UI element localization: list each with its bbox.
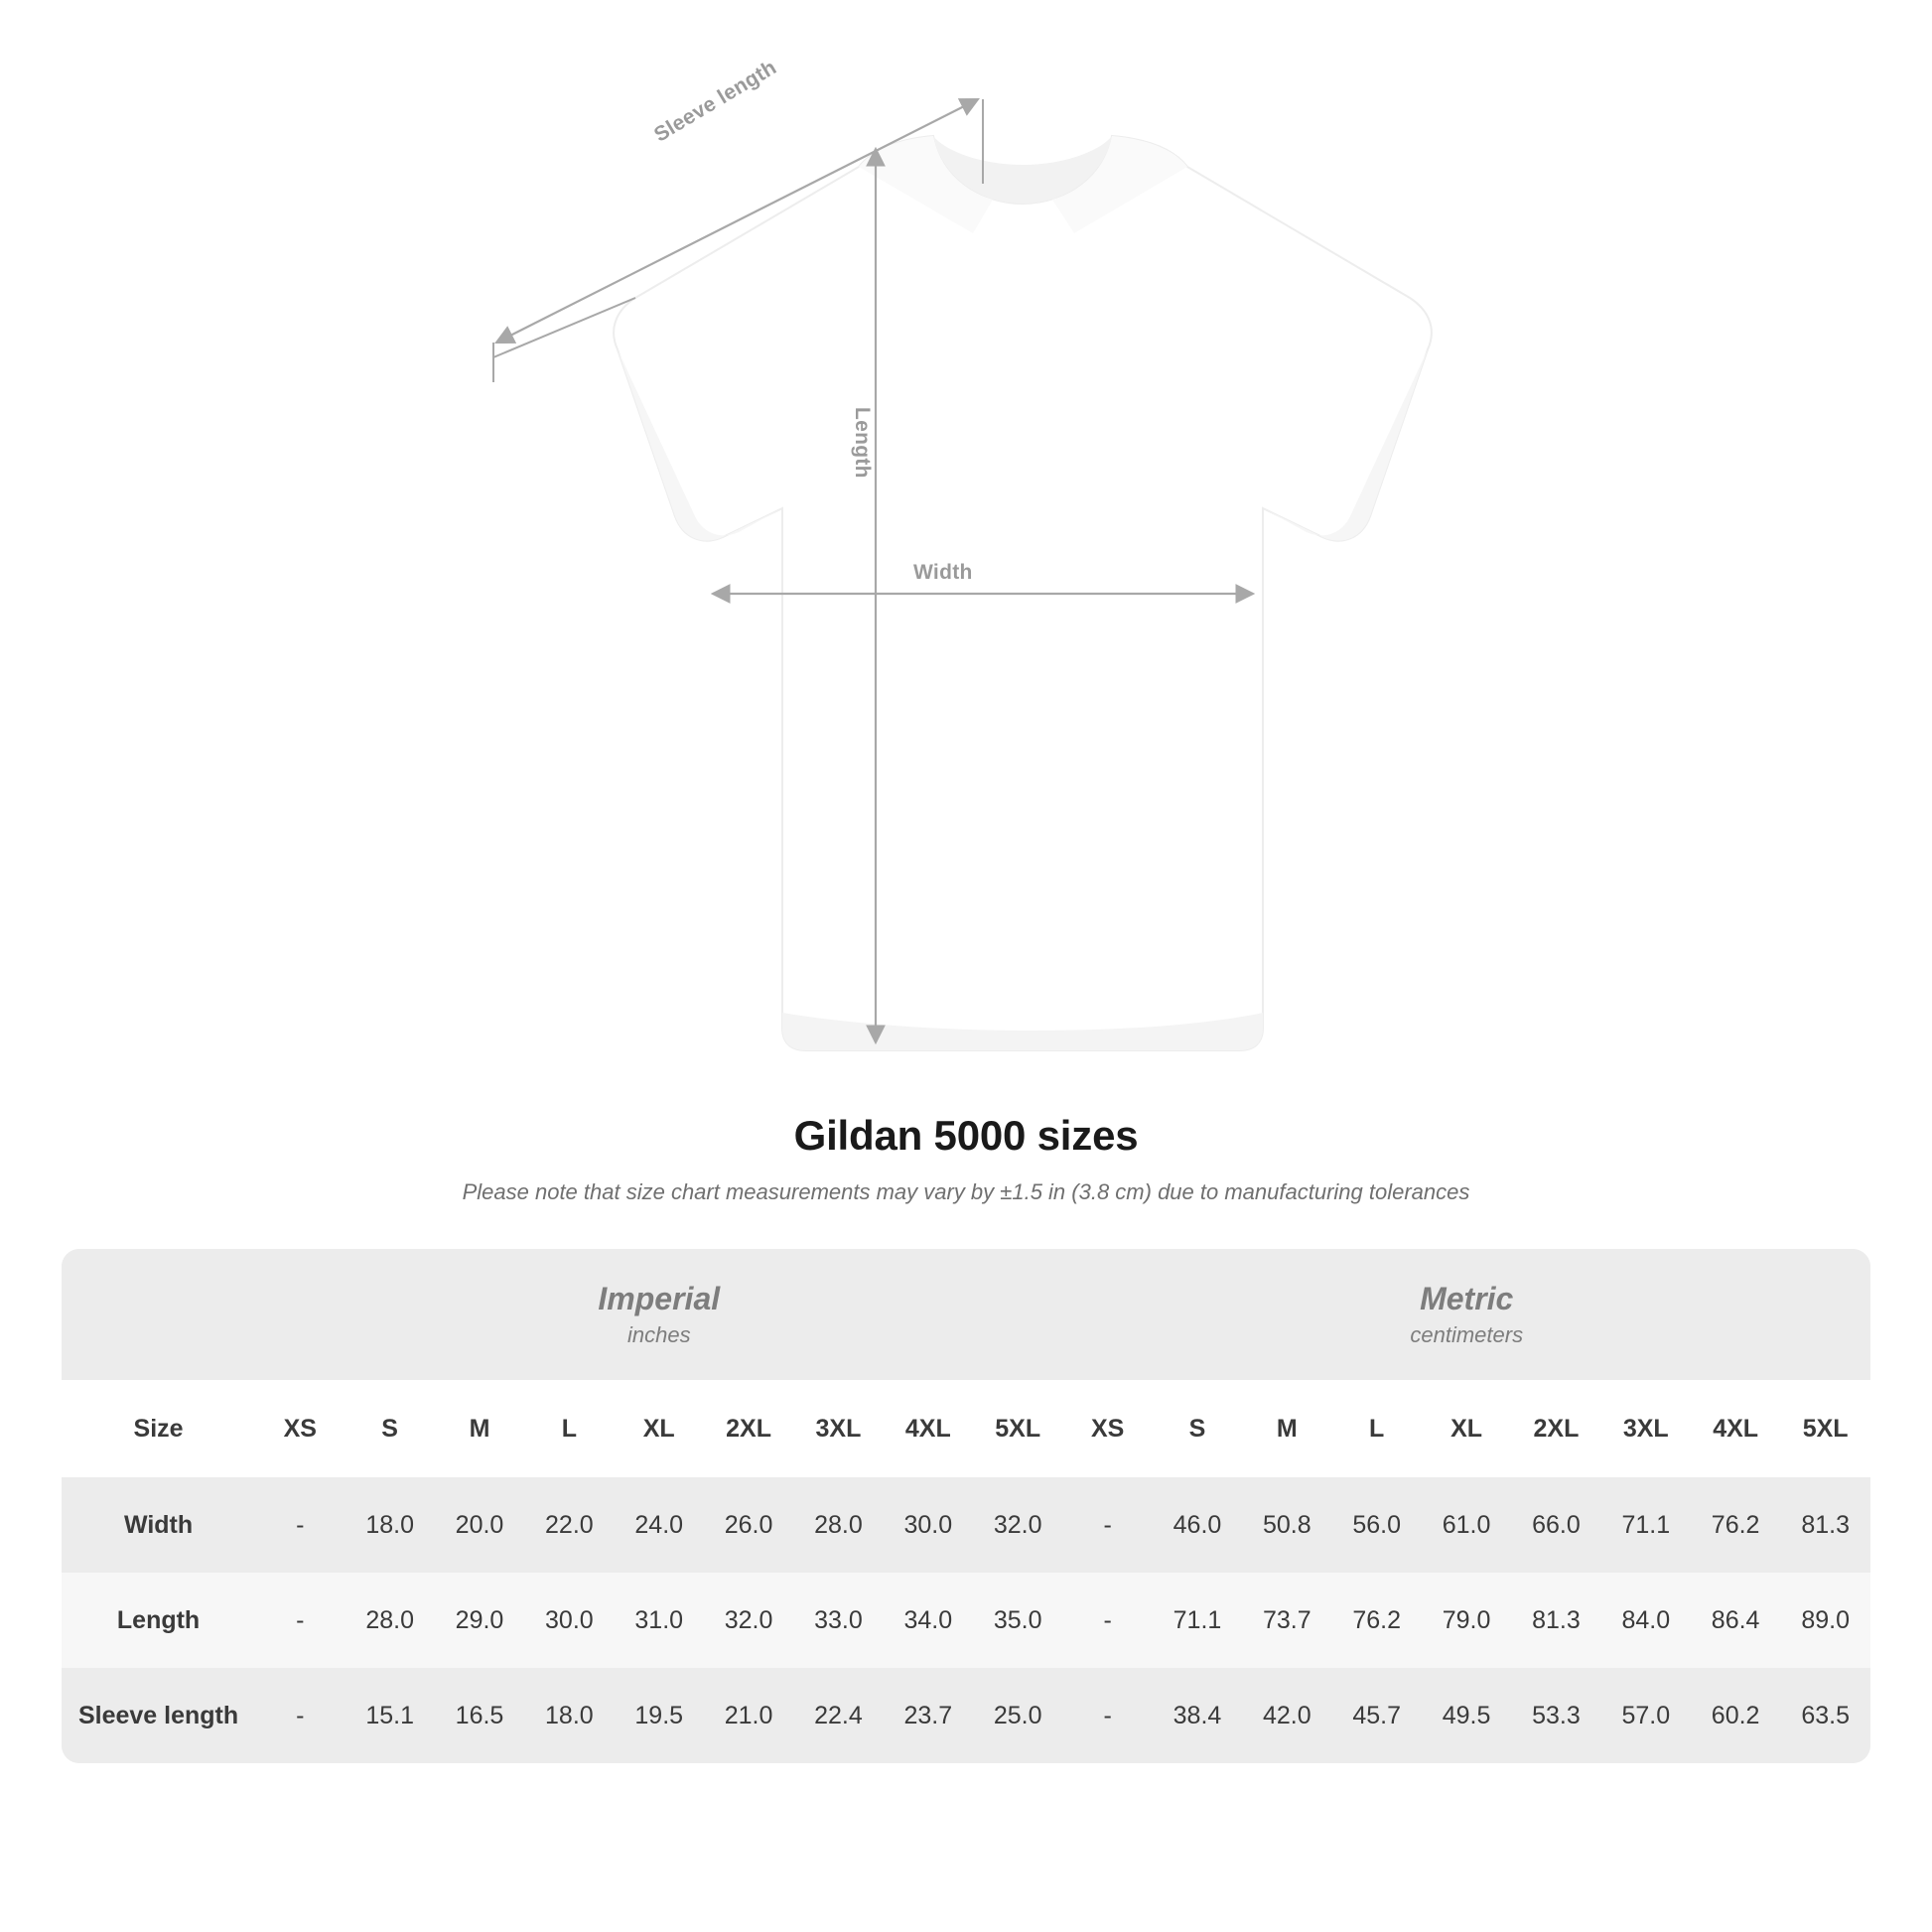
cell-sleeve-imperial-2xl: 21.0 (704, 1668, 793, 1763)
cell-sleeve-metric-3xl: 57.0 (1601, 1668, 1691, 1763)
cell-sleeve-metric-2xl: 53.3 (1511, 1668, 1600, 1763)
cell-sleeve-metric-xl: 49.5 (1422, 1668, 1511, 1763)
column-header-metric-4xl: 4XL (1691, 1380, 1780, 1477)
sleeve-length-label: Sleeve length (650, 56, 781, 147)
cell-length-imperial-3xl: 33.0 (793, 1573, 883, 1668)
unit-header-spacer (62, 1249, 255, 1380)
column-header-size: Size (62, 1380, 255, 1477)
unit-header-imperial (255, 1249, 1062, 1380)
cell-length-metric-4xl: 86.4 (1691, 1573, 1780, 1668)
size-table (62, 1249, 1870, 1763)
cell-width-imperial-xl: 24.0 (615, 1477, 704, 1573)
cell-length-imperial-xl: 31.0 (615, 1573, 704, 1668)
column-header-imperial-4xl: 4XL (884, 1380, 973, 1477)
cell-length-metric-5xl: 89.0 (1780, 1573, 1870, 1668)
page-title: Gildan 5000 sizes (793, 1112, 1139, 1159)
cell-sleeve-imperial-xs: - (255, 1668, 345, 1763)
table-row (62, 1573, 1870, 1668)
cell-length-imperial-l: 30.0 (524, 1573, 614, 1668)
cell-width-imperial-l: 22.0 (524, 1477, 614, 1573)
imperial-name: Imperial (598, 1280, 721, 1316)
cell-length-imperial-m: 29.0 (435, 1573, 524, 1668)
cell-sleeve-metric-5xl: 63.5 (1780, 1668, 1870, 1763)
size-header-row (62, 1380, 1870, 1477)
unit-header-metric (1062, 1249, 1870, 1380)
size-table-container (62, 1249, 1870, 1763)
cell-sleeve-metric-s: 38.4 (1153, 1668, 1242, 1763)
column-header-imperial-5xl: 5XL (973, 1380, 1062, 1477)
cell-sleeve-imperial-m: 16.5 (435, 1668, 524, 1763)
table-row (62, 1477, 1870, 1573)
column-header-metric-xs: XS (1062, 1380, 1152, 1477)
cell-length-metric-xs: - (1062, 1573, 1152, 1668)
column-header-metric-m: M (1242, 1380, 1331, 1477)
cell-width-metric-xs: - (1062, 1477, 1152, 1573)
imperial-sub: inches (626, 1321, 691, 1347)
cell-width-imperial-xs: - (255, 1477, 345, 1573)
table-row (62, 1668, 1870, 1763)
cell-sleeve-metric-l: 45.7 (1332, 1668, 1422, 1763)
length-label: Length (851, 407, 874, 479)
cell-width-metric-m: 50.8 (1242, 1477, 1331, 1573)
cell-width-imperial-s: 18.0 (345, 1477, 434, 1573)
cell-length-imperial-xs: - (255, 1573, 345, 1668)
row-label-length: Length (62, 1573, 255, 1668)
cell-sleeve-imperial-s: 15.1 (345, 1668, 434, 1763)
column-header-imperial-3xl: 3XL (793, 1380, 883, 1477)
cell-width-imperial-3xl: 28.0 (793, 1477, 883, 1573)
cell-width-metric-xl: 61.0 (1422, 1477, 1511, 1573)
chart-header (0, 1112, 1932, 1205)
cell-width-metric-s: 46.0 (1153, 1477, 1242, 1573)
column-header-imperial-s: S (345, 1380, 434, 1477)
cell-sleeve-imperial-xl: 19.5 (615, 1668, 704, 1763)
cell-length-metric-3xl: 84.0 (1601, 1573, 1691, 1668)
cell-length-metric-2xl: 81.3 (1511, 1573, 1600, 1668)
cell-length-imperial-5xl: 35.0 (973, 1573, 1062, 1668)
column-header-imperial-m: M (435, 1380, 524, 1477)
column-header-metric-xl: XL (1422, 1380, 1511, 1477)
cell-length-imperial-s: 28.0 (345, 1573, 434, 1668)
cell-sleeve-imperial-5xl: 25.0 (973, 1668, 1062, 1763)
column-header-imperial-xs: XS (255, 1380, 345, 1477)
column-header-metric-3xl: 3XL (1601, 1380, 1691, 1477)
column-header-imperial-2xl: 2XL (704, 1380, 793, 1477)
cell-width-imperial-2xl: 26.0 (704, 1477, 793, 1573)
metric-name: Metric (1420, 1280, 1514, 1316)
column-header-metric-5xl: 5XL (1780, 1380, 1870, 1477)
tolerance-note: Please note that size chart measurements may vary by ±1.5 in (3.8 cm) due to manufacturing tolerances (462, 1179, 1470, 1204)
column-header-imperial-l: L (524, 1380, 614, 1477)
cell-length-metric-xl: 79.0 (1422, 1573, 1511, 1668)
row-label-sleeve-length: Sleeve length (62, 1668, 255, 1763)
row-label-width: Width (62, 1477, 255, 1573)
unit-header-row (62, 1249, 1870, 1380)
cell-width-imperial-m: 20.0 (435, 1477, 524, 1573)
cell-width-metric-3xl: 71.1 (1601, 1477, 1691, 1573)
cell-width-metric-4xl: 76.2 (1691, 1477, 1780, 1573)
column-header-metric-l: L (1332, 1380, 1422, 1477)
cell-sleeve-imperial-4xl: 23.7 (884, 1668, 973, 1763)
cell-length-metric-l: 76.2 (1332, 1573, 1422, 1668)
metric-sub: centimeters (1410, 1321, 1524, 1347)
cell-length-metric-m: 73.7 (1242, 1573, 1331, 1668)
cell-width-imperial-5xl: 32.0 (973, 1477, 1062, 1573)
cell-sleeve-metric-m: 42.0 (1242, 1668, 1331, 1763)
cell-width-imperial-4xl: 30.0 (884, 1477, 973, 1573)
cell-length-imperial-4xl: 34.0 (884, 1573, 973, 1668)
column-header-metric-2xl: 2XL (1511, 1380, 1600, 1477)
cell-length-imperial-2xl: 32.0 (704, 1573, 793, 1668)
cell-length-metric-s: 71.1 (1153, 1573, 1242, 1668)
column-header-imperial-xl: XL (615, 1380, 704, 1477)
cell-sleeve-imperial-3xl: 22.4 (793, 1668, 883, 1763)
column-header-metric-s: S (1153, 1380, 1242, 1477)
width-label: Width (913, 561, 973, 584)
cell-width-metric-2xl: 66.0 (1511, 1477, 1600, 1573)
cell-sleeve-imperial-l: 18.0 (524, 1668, 614, 1763)
cell-sleeve-metric-xs: - (1062, 1668, 1152, 1763)
cell-width-metric-l: 56.0 (1332, 1477, 1422, 1573)
cell-width-metric-5xl: 81.3 (1780, 1477, 1870, 1573)
cell-sleeve-metric-4xl: 60.2 (1691, 1668, 1780, 1763)
